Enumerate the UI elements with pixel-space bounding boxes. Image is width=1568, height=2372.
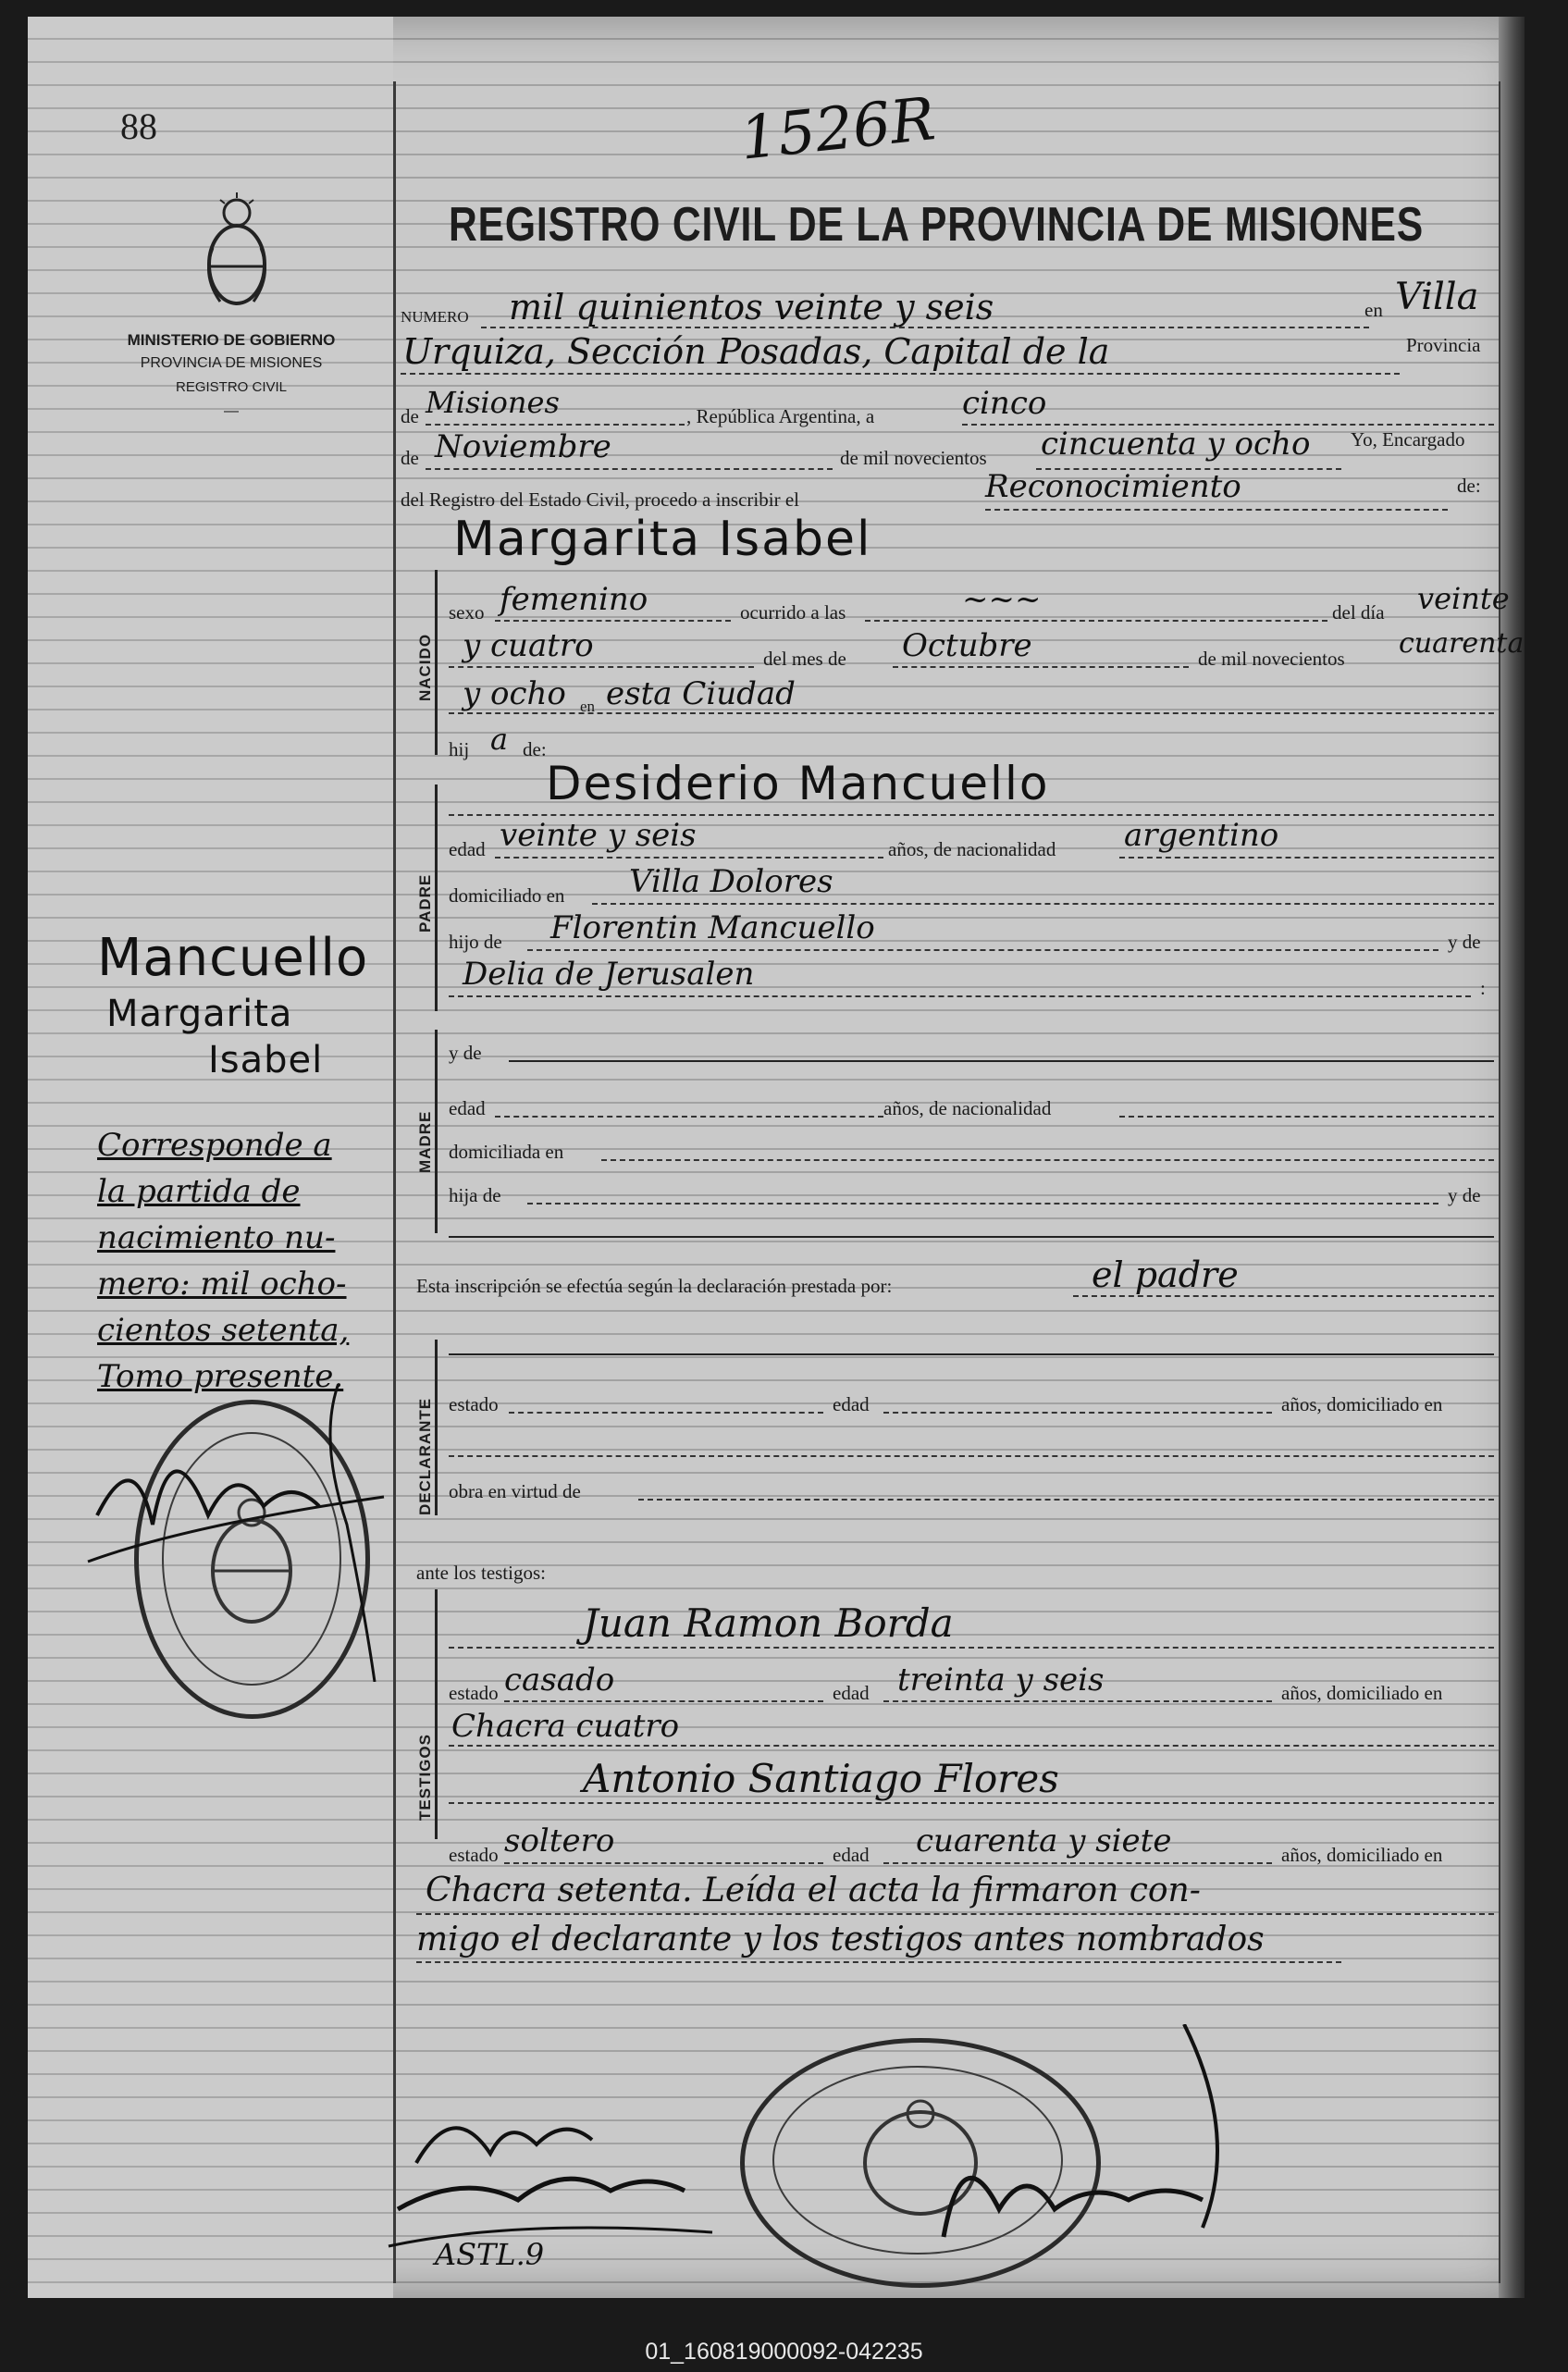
value-anio: cuarenta xyxy=(1399,627,1525,660)
value-hij-suffix: a xyxy=(490,722,509,757)
label-hija-de: hija de xyxy=(449,1184,501,1206)
value-lugar: esta Ciudad xyxy=(606,675,796,712)
value-declarante: el padre xyxy=(1092,1254,1239,1295)
label-de: de xyxy=(401,405,419,427)
value-hora: ~~~ xyxy=(962,581,1042,618)
label-del-mes: del mes de xyxy=(763,648,846,670)
right-border-line xyxy=(1499,81,1500,2283)
value-padre-hijo-de: Florentin Mancuello xyxy=(550,909,875,946)
margin-note-line-1: Corresponde a xyxy=(97,1127,332,1164)
label-de-month: de xyxy=(401,447,419,469)
margin-note-line-3: nacimiento nu- xyxy=(97,1219,336,1256)
label-domiciliado: domiciliado en xyxy=(449,884,565,907)
margin-note-line-2: la partida de xyxy=(97,1173,301,1210)
value-closing-text: migo el declarante y los testigos antes nombrados xyxy=(416,1921,1265,1958)
label-provincia: Provincia xyxy=(1406,334,1481,356)
label-y-de-madre-2: y de xyxy=(1448,1184,1481,1206)
label-del-registro: del Registro del Estado Civil, procedo a inscribir el xyxy=(401,488,799,511)
page-number: 88 xyxy=(120,105,157,147)
bottom-note: ASTL.9 xyxy=(435,2237,545,2272)
ministry-province: PROVINCIA DE MISIONES xyxy=(140,355,323,371)
document-title: REGISTRO CIVIL DE LA PROVINCIA DE MISIONES xyxy=(449,198,1424,252)
label-obra: obra en virtud de xyxy=(449,1480,581,1502)
margin-surname: Mancuello xyxy=(97,928,369,988)
value-mes: Octubre xyxy=(902,627,1032,664)
label-de-mil-novecientos: de mil novecientos xyxy=(1198,648,1345,670)
value-padre-y-de: Delia de Jerusalen xyxy=(463,956,755,993)
value-year: cincuenta y ocho xyxy=(1041,426,1311,463)
value-testigo-1: Juan Ramon Borda xyxy=(583,1600,954,1646)
value-padre-nacionalidad: argentino xyxy=(1124,817,1279,854)
label-edad-declarante: edad xyxy=(833,1393,870,1415)
document-page xyxy=(28,17,1525,2298)
label-anos-domiciliado-testigo-1: años, domiciliado en xyxy=(1281,1682,1443,1704)
value-act-type: Reconocimiento xyxy=(985,468,1241,505)
value-dia-2: y cuatro xyxy=(463,627,594,664)
value-en: Villa xyxy=(1395,276,1479,318)
side-label-declarante: DECLARANTE xyxy=(416,1397,434,1515)
margin-divider-line xyxy=(393,81,396,2283)
label-edad-testigo-2: edad xyxy=(833,1844,870,1866)
value-province: Misiones xyxy=(426,385,560,420)
label-anos-domiciliado-testigo-2: años, domiciliado en xyxy=(1281,1844,1443,1866)
label-yo-encargado: Yo, Encargado xyxy=(1351,428,1465,451)
value-place: Urquiza, Sección Posadas, Capital de la xyxy=(402,331,1110,372)
value-father-name: Desiderio Mancuello xyxy=(546,757,1050,810)
label-en: en xyxy=(1364,299,1383,321)
value-testigo-2-edad: cuarenta y siete xyxy=(916,1822,1172,1859)
folio-number: 1526R xyxy=(736,85,939,174)
margin-given-name-1: Margarita xyxy=(106,993,293,1035)
value-testigo-1-edad: treinta y seis xyxy=(897,1662,1105,1699)
label-del-dia: del día xyxy=(1332,601,1385,624)
label-estado-testigo-2: estado xyxy=(449,1844,499,1866)
label-ante-testigos: ante los testigos: xyxy=(416,1562,546,1584)
side-label-padre: PADRE xyxy=(416,873,434,933)
witness-signatures-icon xyxy=(379,2061,749,2265)
label-edad-testigo-1: edad xyxy=(833,1682,870,1704)
side-label-madre: MADRE xyxy=(416,1110,434,1173)
label-estado-declarante: estado xyxy=(449,1393,499,1415)
label-en-small: en xyxy=(580,698,596,715)
ministry-registry: REGISTRO CIVIL xyxy=(175,379,288,395)
label-hij: hij xyxy=(449,738,470,760)
image-caption: 01_160819000092-042235 xyxy=(645,2339,923,2365)
label-y-de-madre: y de xyxy=(449,1042,482,1064)
book-spine xyxy=(1499,17,1525,2298)
label-inscripcion: Esta inscripción se efectúa según la declaración prestada por: xyxy=(416,1275,893,1297)
value-testigo-2-domicilio: Chacra setenta. Leída el acta la firmaron con- xyxy=(426,1872,1201,1909)
label-anos-domiciliado: años, domiciliado en xyxy=(1281,1393,1443,1415)
label-sexo: sexo xyxy=(449,601,485,624)
value-child-name: Margarita Isabel xyxy=(453,512,872,567)
label-y-de: y de xyxy=(1448,931,1481,953)
value-anio-2: y ocho xyxy=(463,675,566,712)
value-numero: mil quinientos veinte y seis xyxy=(509,287,994,327)
coat-of-arms-icon xyxy=(192,192,281,313)
label-ocurrido: ocurrido a las xyxy=(740,601,846,624)
value-dia: veinte xyxy=(1417,581,1510,616)
margin-note-line-5: cientos setenta, xyxy=(97,1312,350,1349)
value-padre-domicilio: Villa Dolores xyxy=(629,863,833,900)
margin-signature-icon xyxy=(79,1386,412,1682)
label-hijo-de: hijo de xyxy=(449,931,502,953)
ministry-name: MINISTERIO DE GOBIERNO xyxy=(127,331,336,349)
value-testigo-1-domicilio: Chacra cuatro xyxy=(451,1708,680,1745)
value-padre-edad: veinte y seis xyxy=(500,817,697,854)
value-testigo-2-estado: soltero xyxy=(504,1822,615,1859)
value-testigo-1-estado: casado xyxy=(504,1662,615,1699)
label-numero: NUMERO xyxy=(401,308,469,326)
label-colon: : xyxy=(1480,977,1486,999)
registrar-signature-icon xyxy=(907,2024,1277,2265)
value-testigo-2: Antonio Santiago Flores xyxy=(583,1756,1059,1801)
side-label-nacido: NACIDO xyxy=(416,633,434,701)
side-label-testigos: TESTIGOS xyxy=(416,1734,434,1821)
value-sexo: femenino xyxy=(500,581,648,618)
label-republica: , República Argentina, a xyxy=(686,405,875,427)
label-hij-de: de: xyxy=(523,738,547,760)
value-month: Noviembre xyxy=(435,428,611,465)
label-anos-nacionalidad: años, de nacionalidad xyxy=(888,838,1056,860)
label-estado-testigo-1: estado xyxy=(449,1682,499,1704)
label-edad-padre: edad xyxy=(449,838,486,860)
label-edad-madre: edad xyxy=(449,1097,486,1119)
label-anos-nacionalidad-madre: años, de nacionalidad xyxy=(883,1097,1052,1119)
label-domiciliada: domiciliada en xyxy=(449,1141,564,1163)
margin-note-line-6: Tomo presente. xyxy=(97,1358,344,1395)
ministry-dash: — xyxy=(224,403,239,419)
label-mil-novecientos: de mil novecientos xyxy=(840,447,987,469)
value-day: cinco xyxy=(962,385,1047,422)
margin-note-line-4: mero: mil ocho- xyxy=(97,1266,347,1303)
margin-given-name-2: Isabel xyxy=(208,1039,324,1081)
label-de-colon: de: xyxy=(1457,475,1481,497)
